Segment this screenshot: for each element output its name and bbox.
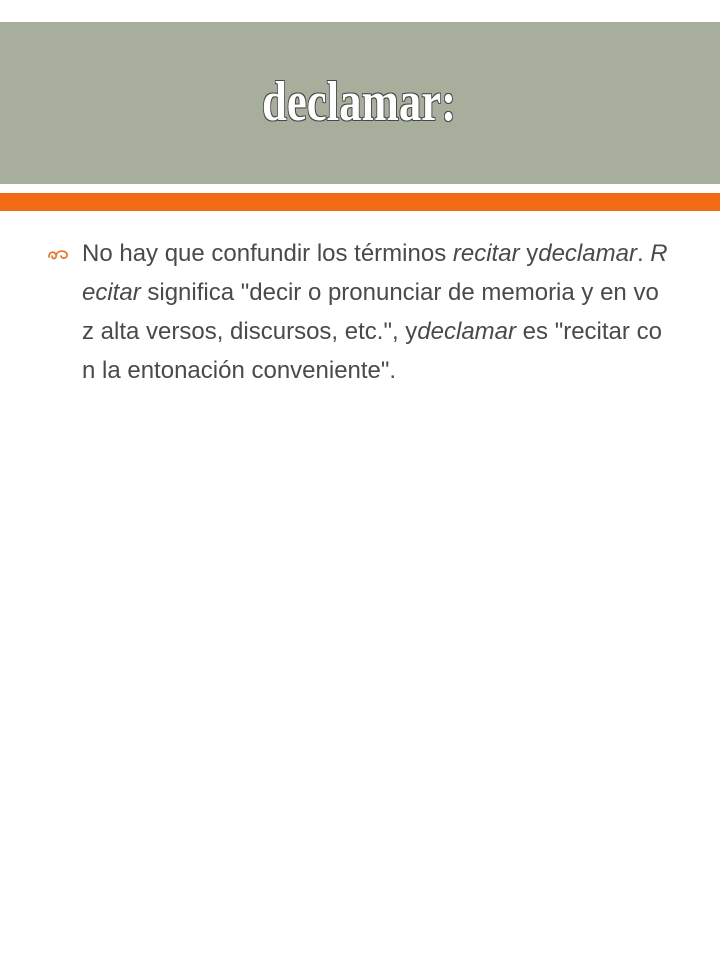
term-declamar: declamar (538, 240, 637, 267)
accent-bar (0, 193, 720, 211)
body-text-1: No hay que confundir los términos (82, 240, 453, 267)
term-recitar-capitalized: Recitar (82, 240, 668, 306)
term-recitar: recitar (452, 240, 520, 267)
body-text-4: significa "decir o pronunciar de memoria y en voz alta versos, discursos, etc.", y (82, 279, 659, 345)
body-text-2: y (519, 240, 539, 267)
body-text-5: es "recitar con la entonación conveniente". (82, 318, 662, 384)
body-text-3: . (636, 240, 651, 267)
slide-title: declamar: (262, 71, 457, 133)
swirl-bullet-icon (47, 248, 69, 262)
body-paragraph (82, 234, 668, 390)
term-declamar-2: declamar (417, 318, 517, 345)
